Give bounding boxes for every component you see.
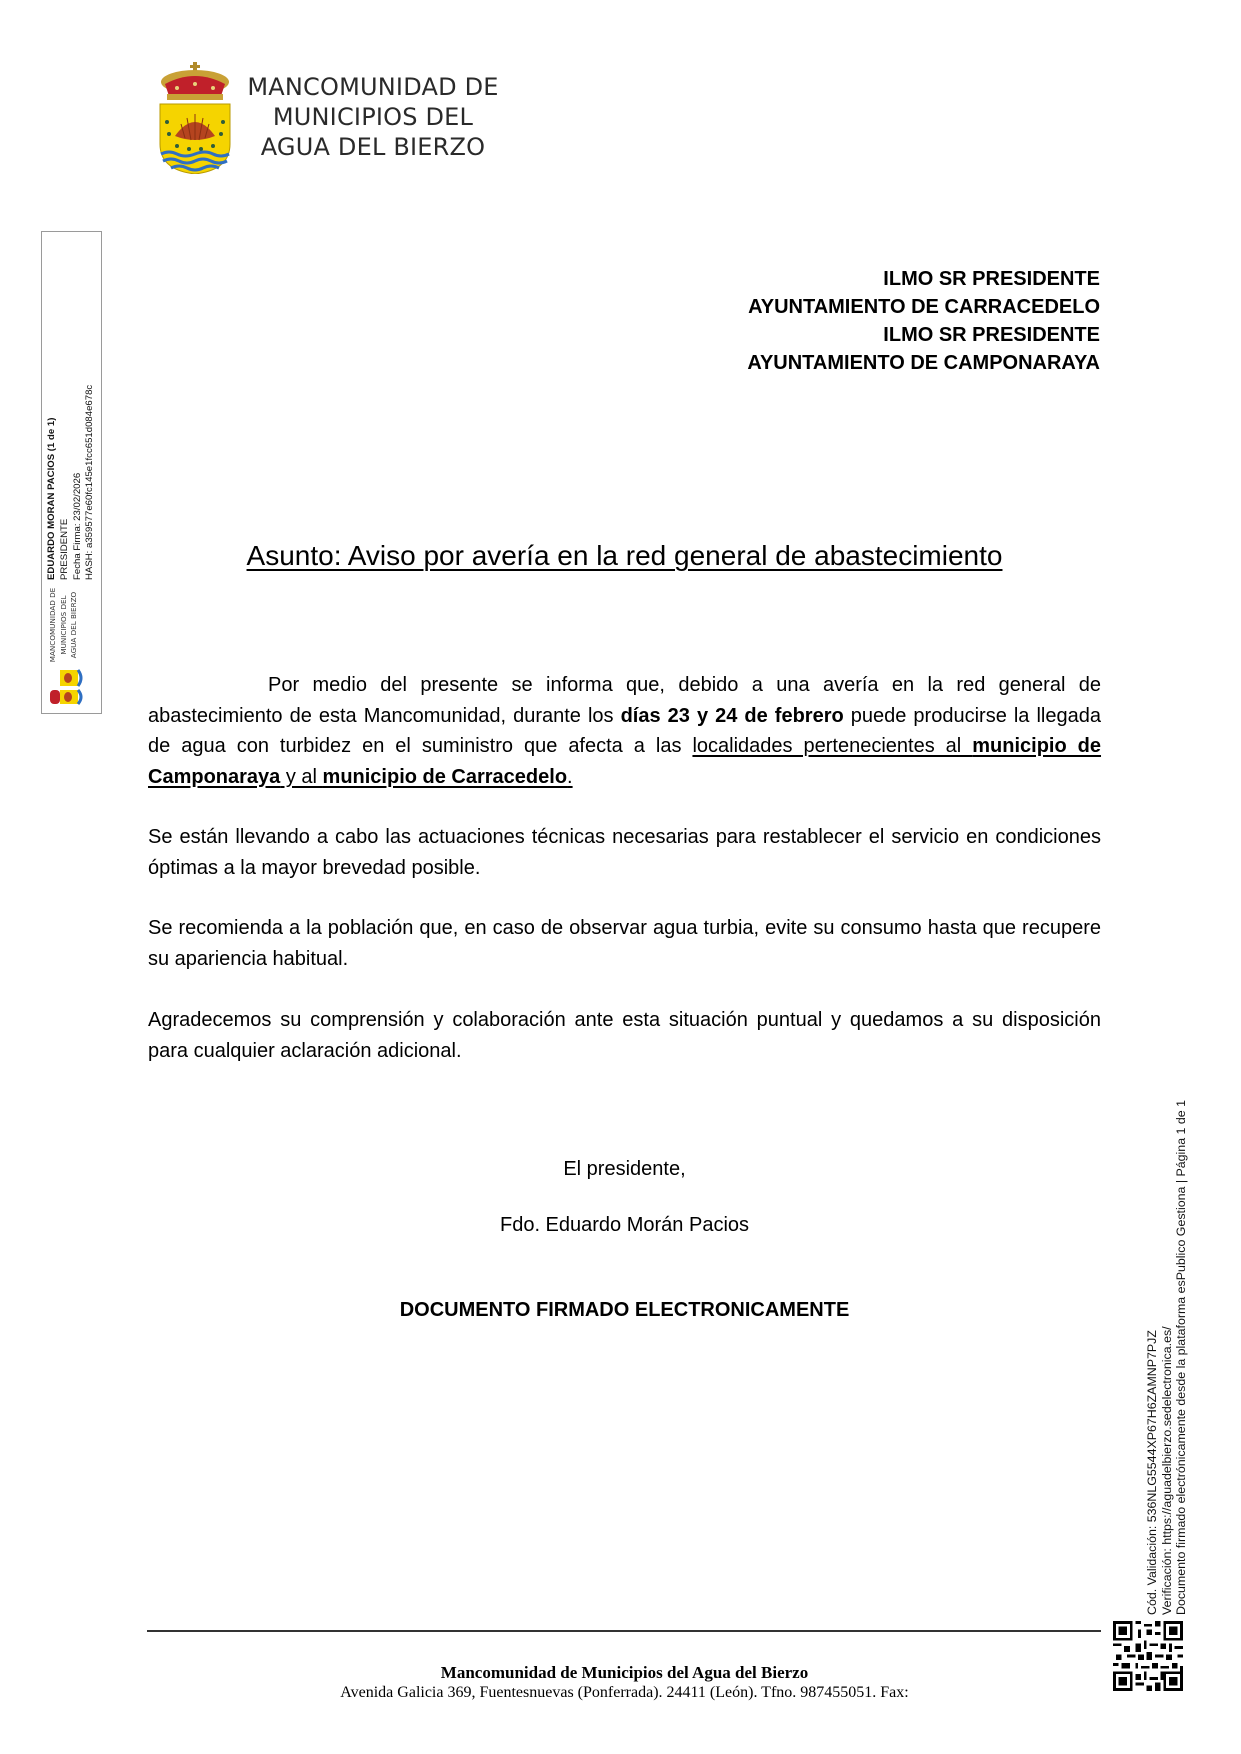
municipality-camponaraya: municipio de Camponaraya	[148, 735, 1102, 788]
logo-line: MANCOMUNIDAD DE	[247, 73, 499, 101]
stamp-signer: EDUARDO MORAN PACIOS (1 de 1)	[46, 417, 57, 580]
text-run: puede producirse la llegada de agua con turbidez en el suministro que afecta a las	[148, 704, 1101, 757]
text-run-underlined: localidades pertenecientes al	[692, 735, 973, 757]
body-paragraph	[148, 670, 1101, 792]
stamp-hash: HASH: a359577e60fc145e1fcc651d084e678c	[84, 384, 96, 580]
organization-logo-text	[238, 72, 508, 162]
stamp-date: Fecha Firma: 23/02/2026	[71, 472, 83, 580]
text-run-underlined: y al	[280, 765, 323, 788]
municipality-carracedelo: municipio de Carracedelo	[322, 765, 568, 788]
recipient-line: AYUNTAMIENTO DE CARRACEDELO	[748, 296, 1100, 318]
stamp-org-line: MUNICIPIOS DEL	[58, 595, 68, 655]
text-run-underlined: .	[567, 765, 573, 788]
footer-divider	[147, 1630, 1101, 1632]
coat-of-arms-icon	[157, 62, 233, 174]
stamp-info	[46, 385, 97, 580]
logo-line: MUNICIPIOS DEL	[272, 103, 474, 131]
stamp-org-line: MANCOMUNIDAD DE	[48, 587, 57, 663]
footer-organization: Mancomunidad de Municipios del Agua del Bierzo	[440, 1663, 809, 1682]
stamp-org-line: AGUA DEL BIERZO	[69, 591, 78, 659]
body-paragraph: Se están llevando a cabo las actuaciones técnicas necesarias para restablecer el servicio en condiciones óptimas a la mayor brevedad posible.	[148, 826, 1101, 879]
footer-address: Avenida Galicia 369, Fuentesnuevas (Ponferrada). 24411 (León). Tfno. 987455051. Fax:	[340, 1684, 909, 1701]
subject-heading	[148, 538, 1101, 574]
body-paragraph: Agradecemos su comprensión y colaboración ante esta situación puntual y quedamos a su disposición para cualquier aclaración adicional.	[148, 1009, 1101, 1062]
stamp-role: PRESIDENTE	[58, 518, 70, 580]
qr-code-icon	[1113, 1621, 1183, 1691]
text-run: Por medio del presente se informa que, debido a una avería en la red general de abastecimiento de esta Mancomunidad, durante los	[148, 674, 1101, 727]
verification-url[interactable]: Verificación: https://aguadelbierzo.sedelectronica.es/	[1159, 1326, 1174, 1615]
verification-block	[1145, 1095, 1211, 1615]
stamp-logo-icon	[46, 667, 98, 707]
recipient-line: ILMO SR PRESIDENTE	[883, 324, 1100, 346]
recipient-line: ILMO SR PRESIDENTE	[883, 268, 1100, 290]
signer-name: Fdo. Eduardo Morán Pacios	[499, 1214, 750, 1236]
electronic-signature-note: DOCUMENTO FIRMADO ELECTRONICAMENTE	[399, 1299, 850, 1321]
subject-text: Asunto: Aviso por avería en la red general de abastecimiento	[246, 540, 1003, 571]
stamp-organization	[48, 585, 80, 665]
platform-note: Documento firmado electrónicamente desde la plataforma esPublico Gestiona | Página 1 de 1	[1174, 1100, 1188, 1615]
signature-stamp	[41, 231, 102, 714]
logo-line: AGUA DEL BIERZO	[260, 133, 486, 161]
closing-line: El presidente,	[563, 1158, 686, 1180]
body-paragraph: Se recomienda a la población que, en caso de observar agua turbia, evite su consumo hasta que recupere su apariencia habitual.	[148, 917, 1101, 970]
recipients-block	[747, 265, 1100, 377]
dates-emphasis: días 23 y 24 de febrero	[620, 704, 844, 727]
validation-code: Cód. Validación: 536NLG5544XP67H6ZAMNP7PJZ	[1145, 1330, 1159, 1615]
recipient-line: AYUNTAMIENTO DE CAMPONARAYA	[747, 352, 1100, 374]
